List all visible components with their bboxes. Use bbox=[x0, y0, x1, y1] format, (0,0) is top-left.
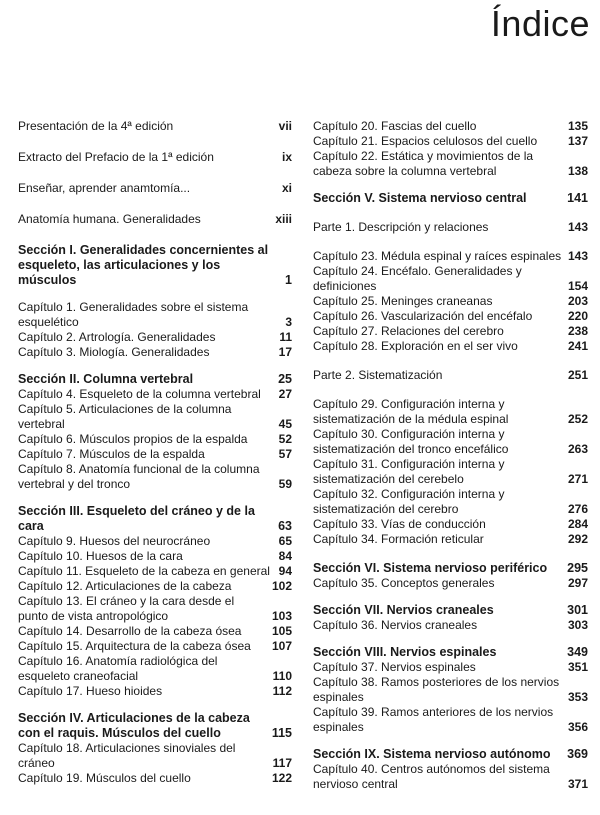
toc-entry-page: 45 bbox=[278, 417, 292, 431]
toc-chapter bbox=[313, 517, 588, 532]
toc-front bbox=[18, 119, 292, 134]
toc-entry-title: Capítulo 22. Estática y movimientos de la cabeza sobre la columna vertebral bbox=[313, 149, 534, 178]
toc-entry-page: 154 bbox=[567, 279, 588, 293]
toc-entry-page: 292 bbox=[567, 532, 588, 546]
toc-entry-page: 57 bbox=[278, 447, 292, 461]
toc-column-left bbox=[18, 119, 292, 786]
toc-entry-page: 351 bbox=[567, 660, 588, 674]
toc-entry-page: 369 bbox=[567, 747, 588, 761]
toc-entry-page: 52 bbox=[278, 432, 292, 446]
toc-entry-title: Capítulo 2. Artrología. Generalidades bbox=[18, 330, 216, 344]
toc-entry-page: 271 bbox=[567, 472, 588, 486]
toc-entry-page: xiii bbox=[275, 212, 292, 226]
toc-entry-title: Capítulo 11. Esqueleto de la cabeza en general bbox=[18, 564, 270, 578]
toc-chapter bbox=[313, 134, 588, 149]
toc-entry-title: Capítulo 6. Músculos propios de la espalda bbox=[18, 432, 248, 446]
toc-entry-page: xi bbox=[281, 181, 292, 195]
toc-chapter bbox=[313, 324, 588, 339]
toc-section bbox=[313, 645, 588, 660]
toc-entry-title: Parte 2. Sistematización bbox=[313, 368, 443, 382]
toc-entry-page: 137 bbox=[567, 134, 588, 148]
toc-entry-page: 122 bbox=[271, 771, 292, 785]
toc-entry-page: 107 bbox=[271, 639, 292, 653]
toc-entry-title: Presentación de la 4ª edición bbox=[18, 119, 174, 133]
toc-chapter bbox=[313, 618, 588, 633]
toc-entry-title: Capítulo 25. Meninges craneanas bbox=[313, 294, 493, 308]
toc-entry-page: ix bbox=[281, 150, 292, 164]
page-title: Índice bbox=[490, 3, 590, 44]
toc-entry-page: 65 bbox=[278, 534, 292, 548]
toc-entry-title: Capítulo 33. Vías de conducción bbox=[313, 517, 486, 531]
toc-entry-title: Enseñar, aprender anamtomía... bbox=[18, 181, 191, 195]
toc-entry-title: Sección III. Esqueleto del cráneo y de la cara bbox=[18, 504, 255, 533]
toc-entry-page: 115 bbox=[271, 726, 292, 740]
toc-entry-page: 349 bbox=[567, 645, 588, 659]
toc-entry-title: Capítulo 27. Relaciones del cerebro bbox=[313, 324, 504, 338]
toc-chapter bbox=[18, 462, 292, 492]
toc-entry-page: 143 bbox=[567, 249, 588, 263]
toc-entry-title: Capítulo 18. Articulaciones sinoviales del cráneo bbox=[18, 741, 236, 770]
toc-chapter bbox=[18, 447, 292, 462]
toc-section bbox=[313, 561, 588, 576]
toc-chapter bbox=[313, 294, 588, 309]
toc-entry-title: Capítulo 29. Configuración interna y sistematización de la médula espinal bbox=[313, 397, 509, 426]
toc-entry-page: 94 bbox=[278, 564, 292, 578]
toc-part bbox=[313, 368, 588, 383]
toc-chapter bbox=[18, 579, 292, 594]
toc-entry-page: 353 bbox=[567, 690, 588, 704]
toc-entry-title: Parte 1. Descripción y relaciones bbox=[313, 220, 489, 234]
toc-entry-title: Capítulo 20. Fascias del cuello bbox=[313, 119, 477, 133]
toc-entry-page: 143 bbox=[567, 220, 588, 234]
toc-entry-title: Capítulo 16. Anatomía radiológica del esqueleto craneofacial bbox=[18, 654, 218, 683]
toc-chapter bbox=[313, 762, 588, 792]
toc-entry-title: Sección II. Columna vertebral bbox=[18, 372, 194, 386]
toc-entry-title: Capítulo 8. Anatomía funcional de la columna vertebral y del tronco bbox=[18, 462, 260, 491]
toc-chapter bbox=[313, 339, 588, 354]
toc-chapter bbox=[18, 594, 292, 624]
toc-entry-page: 295 bbox=[567, 561, 588, 575]
toc-entry-page: 11 bbox=[279, 330, 292, 344]
toc-section bbox=[18, 711, 292, 741]
toc-entry-page: 252 bbox=[567, 412, 588, 426]
toc-chapter bbox=[313, 249, 588, 264]
toc-entry-title: Anatomía humana. Generalidades bbox=[18, 212, 201, 226]
toc-entry-title: Sección VII. Nervios craneales bbox=[313, 603, 494, 617]
toc-entry-page: 110 bbox=[272, 669, 292, 683]
toc-section bbox=[18, 243, 292, 288]
toc-chapter bbox=[313, 705, 588, 735]
toc-chapter bbox=[18, 684, 292, 699]
toc-entry-title: Capítulo 31. Configuración interna y sistematización del cerebelo bbox=[313, 457, 505, 486]
toc-chapter bbox=[313, 660, 588, 675]
toc-entry-page: 112 bbox=[272, 684, 292, 698]
toc-entry-title: Capítulo 1. Generalidades sobre el sistema esquelético bbox=[18, 300, 249, 329]
toc-entry-page: 59 bbox=[278, 477, 292, 491]
toc-chapter bbox=[18, 330, 292, 345]
toc-section bbox=[18, 372, 292, 387]
toc-entry-page: 263 bbox=[567, 442, 588, 456]
toc-column-right bbox=[313, 119, 588, 792]
toc-chapter bbox=[313, 397, 588, 427]
toc-entry-page: 27 bbox=[278, 387, 292, 401]
toc-entry-title: Capítulo 30. Configuración interna y sistematización del tronco encefálico bbox=[313, 427, 509, 456]
toc-section bbox=[313, 191, 588, 206]
toc-entry-title: Capítulo 39. Ramos anteriores de los nervios espinales bbox=[313, 705, 554, 734]
toc-entry-page: 238 bbox=[567, 324, 588, 338]
toc-entry-title: Capítulo 10. Huesos de la cara bbox=[18, 549, 183, 563]
toc-entry-page: 276 bbox=[567, 502, 588, 516]
toc-entry-page: 251 bbox=[567, 368, 588, 382]
toc-front bbox=[18, 150, 292, 165]
toc-entry-page: 297 bbox=[567, 576, 588, 590]
toc-chapter bbox=[18, 741, 292, 771]
toc-entry-title: Capítulo 23. Médula espinal y raíces espinales bbox=[313, 249, 562, 263]
toc-chapter bbox=[313, 675, 588, 705]
toc-entry-title: Capítulo 12. Articulaciones de la cabeza bbox=[18, 579, 232, 593]
toc-entry-title: Sección IX. Sistema nervioso autónomo bbox=[313, 747, 551, 761]
toc-entry-title: Capítulo 17. Hueso hioides bbox=[18, 684, 163, 698]
toc-entry-page: 102 bbox=[271, 579, 292, 593]
toc-entry-title: Capítulo 13. El cráneo y la cara desde el punto de vista antropológico bbox=[18, 594, 235, 623]
toc-entry-title: Capítulo 4. Esqueleto de la columna vertebral bbox=[18, 387, 261, 401]
toc-section bbox=[313, 603, 588, 618]
toc-entry-page: 241 bbox=[567, 339, 588, 353]
toc-entry-title: Capítulo 15. Arquitectura de la cabeza ósea bbox=[18, 639, 251, 653]
toc-entry-page: 3 bbox=[285, 315, 292, 329]
toc-entry-page: 117 bbox=[272, 756, 292, 770]
toc-entry-page: 371 bbox=[567, 777, 588, 791]
toc-entry-page: 84 bbox=[278, 549, 292, 563]
toc-chapter bbox=[18, 771, 292, 786]
toc-entry-page: 17 bbox=[278, 345, 292, 359]
toc-entry-title: Capítulo 34. Formación reticular bbox=[313, 532, 484, 546]
toc-entry-title: Capítulo 21. Espacios celulosos del cuello bbox=[313, 134, 538, 148]
toc-chapter bbox=[313, 309, 588, 324]
toc-entry-page: 220 bbox=[567, 309, 588, 323]
toc-entry-page: 105 bbox=[271, 624, 292, 638]
toc-part bbox=[313, 220, 588, 235]
toc-entry-page: 103 bbox=[271, 609, 292, 623]
toc-chapter bbox=[313, 457, 588, 487]
toc-chapter bbox=[313, 149, 588, 179]
toc-entry-title: Extracto del Prefacio de la 1ª edición bbox=[18, 150, 214, 164]
toc-chapter bbox=[313, 487, 588, 517]
toc-chapter bbox=[18, 432, 292, 447]
toc-chapter bbox=[313, 119, 588, 134]
toc-entry-page: 135 bbox=[567, 119, 588, 133]
toc-entry-title: Capítulo 40. Centros autónomos del sistema nervioso central bbox=[313, 762, 550, 791]
toc-entry-title: Capítulo 3. Miología. Generalidades bbox=[18, 345, 210, 359]
toc-chapter bbox=[313, 576, 588, 591]
toc-entry-page: 63 bbox=[278, 519, 292, 533]
toc-entry-title: Sección IV. Articulaciones de la cabeza con el raquis. Músculos del cuello bbox=[18, 711, 250, 740]
toc-chapter bbox=[313, 532, 588, 547]
toc-entry-title: Sección V. Sistema nervioso central bbox=[313, 191, 527, 205]
toc-chapter bbox=[18, 387, 292, 402]
toc-entry-title: Sección VI. Sistema nervioso periférico bbox=[313, 561, 548, 575]
toc-chapter bbox=[18, 534, 292, 549]
toc-entry-title: Capítulo 32. Configuración interna y sistematización del cerebro bbox=[313, 487, 505, 516]
toc-entry-page: 301 bbox=[567, 603, 588, 617]
toc-chapter bbox=[18, 549, 292, 564]
toc-entry-title: Capítulo 14. Desarrollo de la cabeza ósea bbox=[18, 624, 242, 638]
toc-section bbox=[18, 504, 292, 534]
toc-entry-page: 284 bbox=[567, 517, 588, 531]
toc-chapter bbox=[313, 264, 588, 294]
toc-chapter bbox=[18, 624, 292, 639]
toc-chapter bbox=[18, 402, 292, 432]
toc-entry-page: 203 bbox=[567, 294, 588, 308]
toc-entry-page: 1 bbox=[285, 273, 292, 287]
toc-entry-page: 138 bbox=[567, 164, 588, 178]
toc-entry-title: Capítulo 36. Nervios craneales bbox=[313, 618, 478, 632]
toc-entry-title: Capítulo 7. Músculos de la espalda bbox=[18, 447, 205, 461]
toc-entry-title: Capítulo 38. Ramos posteriores de los nervios espinales bbox=[313, 675, 560, 704]
toc-entry-title: Capítulo 9. Huesos del neurocráneo bbox=[18, 534, 211, 548]
toc-entry-title: Capítulo 28. Exploración en el ser vivo bbox=[313, 339, 518, 353]
toc-entry-page: 25 bbox=[278, 372, 292, 386]
toc-entry-title: Capítulo 26. Vascularización del encéfalo bbox=[313, 309, 533, 323]
toc-front bbox=[18, 181, 292, 196]
toc-entry-title: Capítulo 35. Conceptos generales bbox=[313, 576, 495, 590]
toc-section bbox=[313, 747, 588, 762]
toc-chapter bbox=[18, 345, 292, 360]
toc-chapter bbox=[18, 654, 292, 684]
toc-entry-title: Capítulo 5. Articulaciones de la columna vertebral bbox=[18, 402, 232, 431]
toc-chapter bbox=[18, 639, 292, 654]
toc-front bbox=[18, 212, 292, 227]
toc-entry-page: vii bbox=[278, 119, 292, 133]
toc-entry-title: Capítulo 37. Nervios espinales bbox=[313, 660, 476, 674]
toc-entry-title: Sección I. Generalidades concernientes al esqueleto, las articulaciones y los músculos bbox=[18, 243, 269, 287]
toc-entry-page: 141 bbox=[567, 191, 588, 205]
toc-entry-title: Capítulo 19. Músculos del cuello bbox=[18, 771, 191, 785]
toc-entry-page: 356 bbox=[567, 720, 588, 734]
toc-entry-title: Capítulo 24. Encéfalo. Generalidades y definiciones bbox=[313, 264, 522, 293]
toc-chapter bbox=[313, 427, 588, 457]
toc-chapter bbox=[18, 300, 292, 330]
toc-entry-page: 303 bbox=[567, 618, 588, 632]
toc-entry-title: Sección VIII. Nervios espinales bbox=[313, 645, 497, 659]
toc-chapter bbox=[18, 564, 292, 579]
